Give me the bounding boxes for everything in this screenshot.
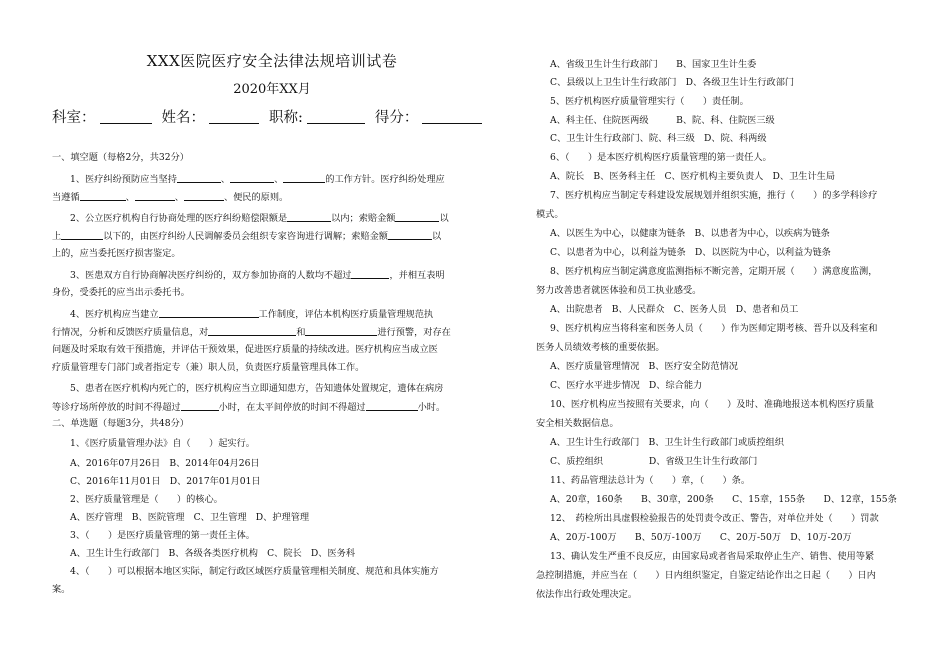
blank-14[interactable] <box>305 326 377 336</box>
right-line-1: A、省级卫生计生行政部门 B、国家卫生计生委 <box>550 59 757 70</box>
right-line-24: A、20章，160条 B、30章，200条 C、15章，155条 D、12章，155条 <box>550 494 897 505</box>
single-choice-3-options: A、卫生计生行政部门 B、各级各类医疗机构 C、院长 D、医务科 <box>70 548 356 559</box>
blank-5[interactable] <box>135 191 175 201</box>
section-2-heading: 二、单选题（每题3分，共48分） <box>52 418 189 429</box>
question-4-line-2: 行情况，分析和反馈医疗质量信息，对 和 进行预警，对存在 <box>52 327 451 338</box>
right-line-6: 6、（ ）是本医疗机构医疗质量管理的第一责任人。 <box>550 152 772 163</box>
blank-9[interactable] <box>61 230 103 240</box>
job-field[interactable] <box>307 109 365 124</box>
single-choice-1-options-2: C、2016年11月01日 D、2017年01月01日 <box>70 476 261 487</box>
job-label: 职称: <box>269 110 303 126</box>
question-1-line-1: 1、医疗纠纷预防应当坚持 、 、 的工作方针。医疗纠纷处理应 <box>70 174 445 185</box>
blank-7[interactable] <box>287 212 331 222</box>
question-3-line-2: 身份，受委托的应当出示委托书。 <box>52 287 190 298</box>
question-4-line-1: 4、医疗机构应当建立 工作制度，评估本机构医疗质量管理规范执 <box>70 309 434 320</box>
blank-6[interactable] <box>184 191 224 201</box>
blank-1[interactable] <box>177 173 221 183</box>
dept-label: 科室： <box>52 110 96 126</box>
right-line-11: C、以患者为中心，以利益为链条 D、以医院为中心，以利益为链条 <box>550 247 831 258</box>
right-line-12: 8、医疗机构应当制定满意度监测指标不断完善，定期开展（ ）满意度监测， <box>550 266 878 277</box>
score-label: 得分： <box>374 110 419 126</box>
info-fields <box>52 106 492 127</box>
right-line-13: 努力改善患者就医体验和员工执业感受。 <box>536 285 702 296</box>
right-line-28: 急控制措施，并应当在（ ）日内组织鉴定，自鉴定结论作出之日起（ ）日内 <box>536 570 876 581</box>
right-line-16: 医务人员绩效考核的重要依据。 <box>536 342 665 353</box>
right-line-20: 安全相关数据信息。 <box>536 418 619 429</box>
right-line-18: C、医疗水平进步情况 D、综合能力 <box>550 380 703 391</box>
right-line-29: 依法作出行政处理决定。 <box>536 589 638 600</box>
dept-field[interactable] <box>100 109 152 124</box>
right-line-10: A、以医生为中心，以健康为链条 B、以患者为中心，以疾病为链条 <box>550 228 830 239</box>
right-line-7: A、院长 B、医务科主任 C、医疗机构主要负责人 D、卫生计生局 <box>550 171 836 182</box>
right-line-3: 5、医疗机构医疗质量管理实行（ ）责任制。 <box>550 96 749 107</box>
question-3-line-1: 3、医患双方自行协商解决医疗纠纷的，双方参加协商的人数均不超过 ，并相互表明 <box>70 270 445 281</box>
right-line-17: A、医疗质量管理情况 B、医疗安全防范情况 <box>550 361 738 372</box>
exam-title: XXX医院医疗安全法律法规培训试卷 <box>146 52 398 70</box>
question-1-line-2: 当遵循 、 、 、便民的原则。 <box>52 192 289 203</box>
single-choice-2: 2、医疗质量管理是（ ）的核心。 <box>70 494 223 505</box>
right-line-9: 模式。 <box>536 209 564 220</box>
blank-10[interactable] <box>388 230 432 240</box>
right-line-8: 7、医疗机构应当制定专科建设发展规划并组织实施，推行（ ）的多学科诊疗 <box>550 190 878 201</box>
right-line-4: A、科主任、住院医两级 B、院、科、住院医三级 <box>550 115 775 126</box>
blank-13[interactable] <box>208 326 296 336</box>
single-choice-4-line-1: 4、（ ）可以根据本地区实际，制定行政区域医疗质量管理相关制度、规范和具体实施方 <box>70 566 439 577</box>
right-line-5: C、卫生计生行政部门、院、科三级 D、院、科两级 <box>550 133 767 144</box>
right-line-19: 10、医疗机构应当按照有关要求，向（ ）及时、准确地报送本机构医疗质量 <box>550 399 875 410</box>
question-2-line-2: 上 以下的，由医疗纠纷人民调解委员会组织专家咨询进行调解；索赔金额 以 <box>52 231 442 242</box>
question-4-line-4: 疗质量管理专门部门或者指定专（兼）职人员，负责医疗质量管理具体工作。 <box>52 362 365 373</box>
right-line-2: C、县级以上卫生计生行政部门 D、各级卫生计生行政部门 <box>550 77 795 88</box>
right-line-26: A、20万-100万 B、50万-100万 C、20万-50万 D、10万-20万 <box>550 532 852 543</box>
single-choice-1-options-1: A、2016年07月26日 B、2014年04月26日 <box>70 458 260 469</box>
right-line-25: 12、 药检所出具虚假检验报告的处罚责令改正、警告，对单位并处（ ）罚款 <box>550 513 879 524</box>
single-choice-3: 3、（ ）是医疗质量管理的第一责任主体。 <box>70 530 255 541</box>
blank-8[interactable] <box>395 212 439 222</box>
blank-11[interactable] <box>351 269 389 279</box>
single-choice-2-options: A、医疗管理 B、医院管理 C、卫生管理 D、护理管理 <box>70 512 310 523</box>
right-line-23: 11、药品管理法总计为（ ）章，（ ）条。 <box>550 475 751 486</box>
right-line-21: A、卫生计生行政部门 B、卫生计生行政部门或质控组织 <box>550 437 784 448</box>
blank-4[interactable] <box>80 191 126 201</box>
question-2-line-3: 上的，应当委托医疗损害鉴定。 <box>52 248 181 259</box>
blank-16[interactable] <box>366 401 418 411</box>
right-line-14: A、出院患者 B、人民群众 C、医务人员 D、患者和员工 <box>550 304 799 315</box>
blank-3[interactable] <box>283 173 325 183</box>
question-5-line-2: 等诊疗场所停放的时间不得超过 小时，在太平间停放的时间不得超过 小时。 <box>52 402 446 413</box>
question-5-line-1: 5、患者在医疗机构内死亡的，医疗机构应当立即通知患方，告知遗体处置规定，遗体在病房 <box>70 383 444 394</box>
name-label: 姓名： <box>161 110 205 126</box>
name-field[interactable] <box>209 109 259 124</box>
right-line-27: 13、确认发生严重不良反应，由国家局或者省局采取停止生产、销售、使用等紧 <box>550 551 875 562</box>
question-4-line-3: 问题及时采取有效干预措施，并评估干预效果，促进医疗质量的持续改进。医疗机构应当成立医 <box>52 344 438 355</box>
section-1-heading: 一、填空题（每格2分，共32分） <box>52 152 189 163</box>
question-2-line-1: 2、公立医疗机构自行协商处理的医疗纠纷赔偿限额是 以内；索赔金额 以 <box>70 213 449 224</box>
blank-12[interactable] <box>159 308 259 318</box>
exam-date: 2020年XX月 <box>233 82 311 97</box>
right-line-22: C、质控组织 D、省级卫生计生行政部门 <box>550 456 758 467</box>
score-field[interactable] <box>422 109 482 124</box>
blank-2[interactable] <box>230 173 274 183</box>
right-line-15: 9、医疗机构应当将科室和医务人员（ ）作为医师定期考核、晋升以及科室和 <box>550 323 878 334</box>
single-choice-1: 1、《医疗质量管理办法》自（ ）起实行。 <box>70 438 255 449</box>
single-choice-4-line-2: 案。 <box>52 584 71 595</box>
blank-15[interactable] <box>181 401 219 411</box>
